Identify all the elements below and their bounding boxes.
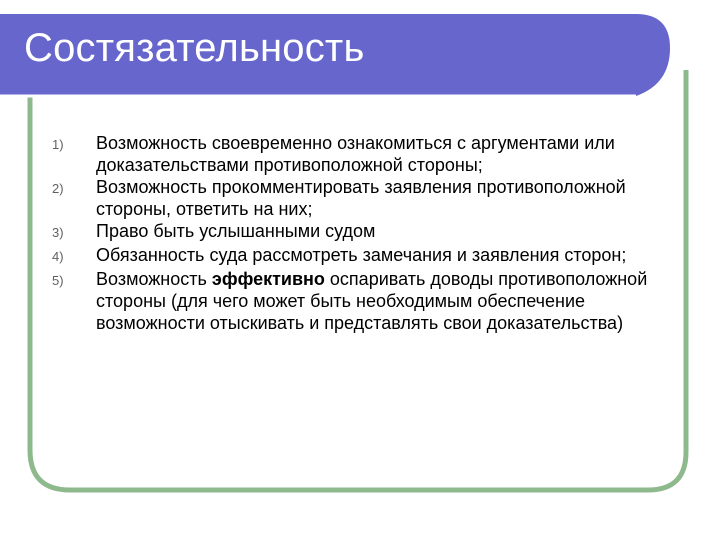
item-text-start: Возможность [96, 269, 212, 289]
item-number: 3) [52, 225, 64, 240]
item-number: 2) [52, 181, 64, 196]
list-item [52, 220, 652, 244]
item-text: Возможность прокомментировать заявления противоположной стороны, ответить на них; [96, 177, 626, 219]
item-text-emphasis: эффективно [211, 269, 325, 289]
item-text [96, 268, 652, 334]
list-item [52, 244, 652, 268]
list-item [52, 268, 652, 334]
item-number: 1) [52, 137, 64, 152]
points-list [52, 132, 652, 334]
slide-title: Состязательность [24, 26, 365, 70]
list-item [52, 176, 652, 220]
item-text: Обязанность суда рассмотреть замечания и заявления сторон; [96, 245, 627, 265]
item-number: 5) [52, 273, 64, 288]
item-text-end: оспаривать доводы противоположной стороны (для чего может быть необходимым обеспечение возможности отыскивать и представлять свои доказательства) [96, 269, 648, 333]
item-text: Возможность своевременно ознакомиться с аргументами или доказательствами противоположной стороны; [96, 133, 615, 175]
item-text: Право быть услышанными судом [96, 221, 376, 241]
item-number: 4) [52, 249, 64, 264]
list-item [52, 132, 652, 176]
